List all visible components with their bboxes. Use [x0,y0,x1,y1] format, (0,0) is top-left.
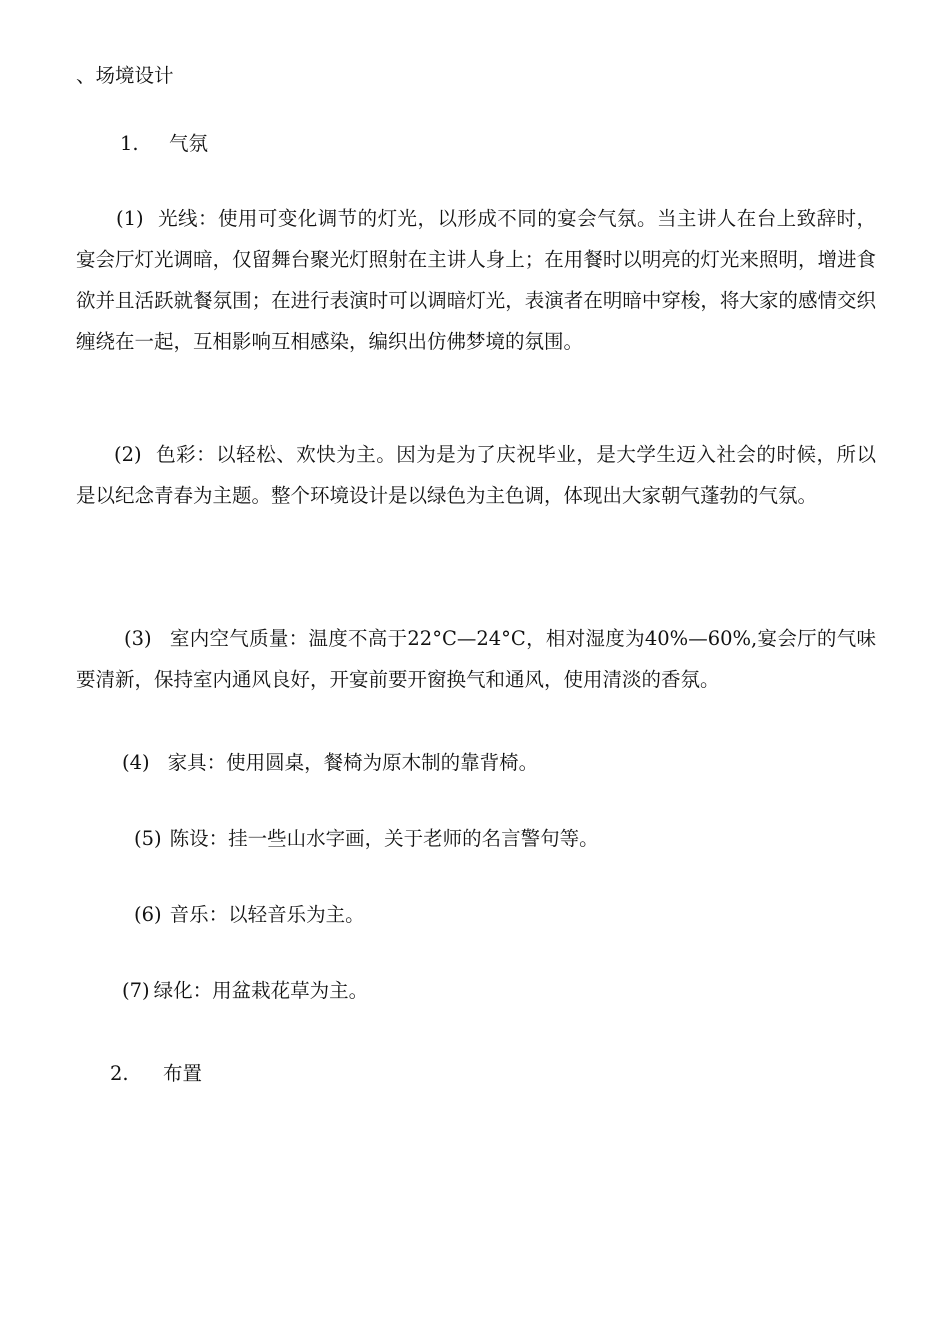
item-music [134,905,365,925]
item-label: 陈设： [169,827,229,850]
subsection-heading-2 [110,1064,202,1084]
section-title [76,66,174,86]
item-greenery [122,981,368,1001]
paragraph-air-quality [76,618,876,700]
subsection-heading-1 [120,134,208,154]
paragraph-lighting [76,198,876,362]
item-label: 音乐： [169,903,229,926]
item-furniture [122,753,538,773]
item-label: 家具： [167,751,227,774]
item-marker: (7) [122,979,150,1002]
item-decoration [134,829,599,849]
item-text: 挂一些山水字画，关于老师的名言警句等。 [228,827,599,850]
item-label: 色彩： [155,443,217,466]
item-marker: (4) [122,751,150,774]
item-text: 使用圆桌，餐椅为原木制的靠背椅。 [226,751,539,774]
item-text: 用盆栽花草为主。 [212,979,369,1002]
item-label: 光线： [157,207,218,230]
item-label: 室内空气质量： [169,627,309,650]
subsection-title: 气氛 [169,132,209,155]
subsection-number: 1. [120,132,139,155]
subsection-title: 布置 [163,1062,203,1085]
item-marker: (6) [134,903,162,926]
item-marker: (2) [114,443,142,466]
item-text: 温度不高于22°C—24°C，相对湿度为40%—60%,宴会厅的气味要清新，保持室内通风良好，开宴前要开窗换气和通风，使用清淡的香氛。 [76,627,876,691]
item-marker: (3) [124,627,152,650]
item-text: 使用可变化调节的灯光，以形成不同的宴会气氛。当主讲人在台上致辞时，宴会厅灯光调暗，仅留舞台聚光灯照射在主讲人身上；在用餐时以明亮的灯光来照明，增进食欲并且活跃就餐氛围；在进行表演时可以调暗灯光，表演者在明暗中穿梭，将大家的感情交织缠绕在一起，互相影响互相感染，编织出仿佛梦境的氛围。 [76,207,876,353]
item-text: 以轻松、欢快为主。因为是为了庆祝毕业，是大学生迈入社会的时候，所以是以纪念青春为主题。整个环境设计是以绿色为主色调，体现出大家朝气蓬勃的气氛。 [76,443,876,507]
item-marker: (5) [134,827,162,850]
item-text: 以轻音乐为主。 [228,903,365,926]
section-title-text: 、场境设计 [76,64,174,87]
paragraph-color [76,434,876,516]
subsection-number: 2. [110,1062,129,1085]
item-label: 绿化： [153,979,213,1002]
item-marker: (1) [116,207,144,230]
